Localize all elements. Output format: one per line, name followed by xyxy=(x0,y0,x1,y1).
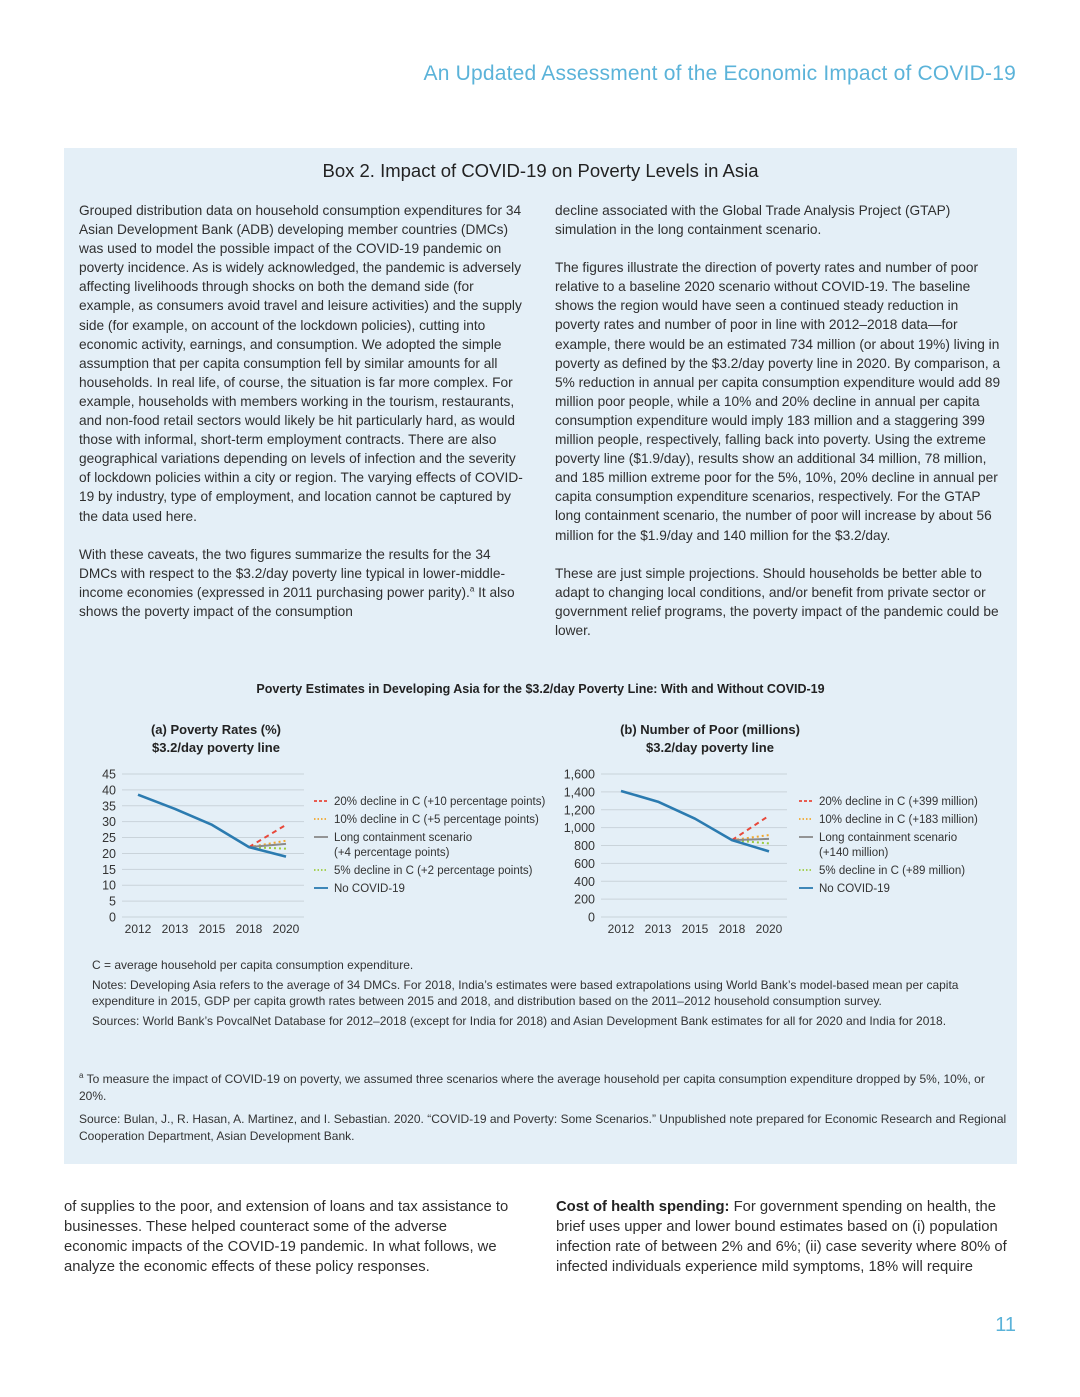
legend-label: 10% decline in C (+183 million) xyxy=(819,814,978,826)
legend-label: 10% decline in C (+5 percentage points) xyxy=(334,814,539,826)
y-tick-label: 10 xyxy=(102,878,116,893)
y-tick-label: 1,000 xyxy=(563,821,595,836)
box-panel xyxy=(64,148,1017,1164)
legend-label: 20% decline in C (+399 million) xyxy=(819,796,978,808)
x-tick-label: 2015 xyxy=(198,922,226,936)
footnote-marker: a xyxy=(79,1071,84,1080)
body-text-right xyxy=(556,1197,1018,1277)
x-tick-label: 2012 xyxy=(124,922,152,936)
box-left-column xyxy=(79,201,527,640)
chart-subtitle: $3.2/day poverty line xyxy=(152,740,280,755)
paragraph-text: It also shows the poverty impact of the consumption xyxy=(79,584,515,619)
y-tick-label: 40 xyxy=(102,783,116,798)
section-run-in-heading: Cost of health spending: xyxy=(556,1199,730,1215)
footnote xyxy=(79,1071,1009,1104)
footnote-text: To measure the impact of COVID-19 on poverty, we assumed three scenarios where the average household per capita consumption expenditure dropped by 5%, 10%, or 20%. xyxy=(79,1072,985,1103)
legend-label: No COVID-19 xyxy=(819,883,890,895)
figure-title: Poverty Estimates in Developing Asia for the $3.2/day Poverty Line: With and Without COVID-19 xyxy=(256,682,825,696)
y-tick-label: 800 xyxy=(574,839,595,853)
y-tick-label: 15 xyxy=(102,862,116,877)
number-of-poor-chart xyxy=(559,718,1029,948)
y-tick-label: 0 xyxy=(109,910,116,925)
y-tick-label: 5 xyxy=(109,894,116,909)
x-tick-label: 2020 xyxy=(272,922,300,936)
y-tick-label: 30 xyxy=(102,815,116,830)
y-tick-label: 20 xyxy=(102,846,116,861)
x-tick-label: 2012 xyxy=(607,922,635,936)
page-number: 11 xyxy=(995,1314,1016,1336)
body-paragraph xyxy=(79,545,527,621)
body-paragraph: The figures illustrate the direction of poverty rates and number of poor relative to a baseline 2020 scenario without COVID-19. The baseline shows the region would have seen a continued steady reduction in poverty rates and number of poor in line with 2012–2018 data—for example, there would be an estimated 734 million (or about 19%) living in poverty as defined by the $3.2/day poverty line in 2020. By comparison, a 5% reduction in annual per capita consumption expenditure would add 89 million poor people, while a 10% and 20% decline in annual per capita consumption expenditure would imply 183 million and a staggering 399 million people, respectively, falling back into poverty. Using the extreme poverty line ($1.9/day), results show an additional 34 million, 78 million, and 185 million extreme poor for the 5%, 10%, 20% decline in annual per capita consumption expenditure scenarios, respectively. For the GTAP long containment scenario, the number of poor will increase by about 56 million for the $1.9/day and 140 million for the $3.2/day. xyxy=(555,260,1001,543)
y-tick-label: 45 xyxy=(102,767,116,782)
chart-title: (b) Number of Poor (millions) xyxy=(620,722,800,737)
legend-label-continued: (+140 million) xyxy=(819,847,889,859)
y-tick-label: 1,400 xyxy=(563,785,595,800)
y-tick-label: 200 xyxy=(574,892,595,907)
poverty-rates-chart xyxy=(74,718,554,948)
y-tick-label: 600 xyxy=(574,856,595,871)
legend-label: 5% decline in C (+89 million) xyxy=(819,865,966,877)
legend-label: 5% decline in C (+2 percentage points) xyxy=(334,865,533,877)
legend-label: No COVID-19 xyxy=(334,883,405,895)
box-footnotes xyxy=(79,1071,1009,1151)
x-tick-label: 2013 xyxy=(161,922,189,936)
x-tick-label: 2020 xyxy=(755,922,783,936)
note-line: Notes: Developing Asia refers to the average of 34 DMCs. For 2018, India’s estimates were based extrapolations using World Bank’s model-based mean per capita expenditure in 2015, GDP per capita growth rates between 2015 and 2018, and distribution based on the 2011–2012 household consumption survey. xyxy=(92,977,959,1008)
y-tick-label: 25 xyxy=(102,831,116,846)
body-text-left: of supplies to the poor, and extension of loans and tax assistance to businesses. These helped counteract some of the adverse economic impacts of the COVID-19 pandemic. In what follows, we analyze the economic effects of these policy responses. xyxy=(64,1199,509,1275)
y-tick-label: 1,600 xyxy=(563,767,595,782)
y-tick-label: 400 xyxy=(574,874,595,889)
body-paragraph: Grouped distribution data on household consumption expenditures for 34 Asian Development Bank (ADB) developing member countries (DMCs) was used to model the possible impact of the COVID-19 pandemic on poverty incidence. As is widely acknowledged, the pandemic is adversely affecting livelihoods through shocks on both the demand side (for example, as consumers avoid travel and leisure activities) and the supply side (for example, on account of the lockdown policies), cutting into economic activity, earnings, and consumption. We adopted the simple assumption that per capita consumption fell by similar amounts for all households. In real life, of course, the situation is far more complex. For example, households with members working in the tourism, restaurants, and non-food retail sectors would likely be hit particularly hard, as would those with informal, short-term employment contracts. There are also geographical variations depending on levels of infection and the severity of lockdown policies within a city or region. The varying effects of COVID-19 by industry, type of employment, and location cannot be captured by the data used here. xyxy=(79,203,523,524)
x-tick-label: 2015 xyxy=(681,922,709,936)
body-paragraph: decline associated with the Global Trade Analysis Project (GTAP) simulation in the long containment scenario. xyxy=(555,203,951,238)
note-line: Sources: World Bank’s PovcalNet Database for 2012–2018 (except for India for 2018) and Asian Development Bank estimates for all for 2020 and India for 2018. xyxy=(92,1013,947,1028)
chart-subtitle: $3.2/day poverty line xyxy=(646,740,774,755)
y-tick-label: 0 xyxy=(588,910,595,925)
running-header: An Updated Assessment of the Economic Impact of COVID-19 xyxy=(423,62,1016,85)
x-tick-label: 2018 xyxy=(235,922,263,936)
body-paragraph: These are just simple projections. Should households be better able to adapt to changing local conditions, and/or benefit from private sector or government relief programs, the poverty impact of the pandemic could be lower. xyxy=(555,565,999,638)
source-citation: Source: Bulan, J., R. Hasan, A. Martinez, and I. Sebastian. 2020. “COVID-19 and Poverty: Some Scenarios.” Unpublished note prepared for Economic Research and Regional Cooperation Department, Asian Development Bank. xyxy=(79,1112,1007,1143)
legend-label: Long containment scenario xyxy=(819,832,958,844)
paragraph-text: For government spending on health, the brief uses upper and lower bound estimates based on (i) population infection rate of between 2% and 6%; (ii) case severity where 80% of infected individuals experience mild symptoms, 18% will require xyxy=(556,1199,1007,1275)
series-line xyxy=(138,795,286,857)
x-tick-label: 2018 xyxy=(718,922,746,936)
box-right-column xyxy=(555,201,1005,659)
y-tick-label: 35 xyxy=(102,799,116,814)
legend-label: 20% decline in C (+10 percentage points) xyxy=(334,796,546,808)
footnote-ref: a xyxy=(469,584,475,594)
note-line: C = average household per capita consumption expenditure. xyxy=(92,958,414,972)
legend-label: Long containment scenario xyxy=(334,832,473,844)
paragraph-text: With these caveats, the two figures summarize the results for the 34 DMCs with respect to the $3.2/day poverty line typical in lower-middle-income economies (expressed in 2011 purchasing power parity). xyxy=(79,546,506,600)
figure-notes xyxy=(92,957,992,1032)
legend-label-continued: (+4 percentage points) xyxy=(334,847,450,859)
box-title: Box 2. Impact of COVID-19 on Poverty Levels in Asia xyxy=(322,160,759,181)
chart-title: (a) Poverty Rates (%) xyxy=(150,722,282,737)
x-tick-label: 2013 xyxy=(644,922,672,936)
y-tick-label: 1,200 xyxy=(563,803,595,818)
series-line xyxy=(621,791,769,851)
series-line xyxy=(732,839,769,840)
